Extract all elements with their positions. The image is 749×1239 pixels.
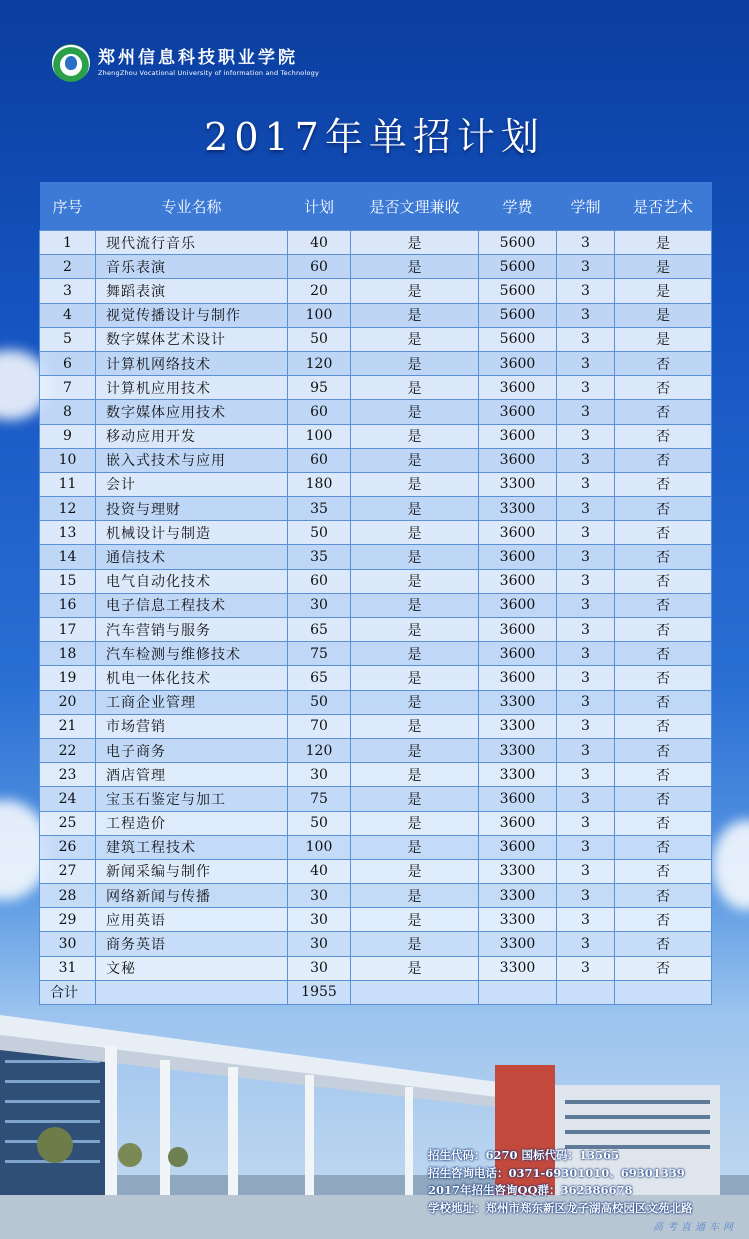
phone-numbers: 招生咨询电话：0371-69301010、69301339: [428, 1165, 685, 1180]
cell-arts-science: 是: [351, 231, 479, 255]
table-row: [40, 327, 712, 351]
total-blank: [96, 980, 288, 1004]
cell-major: 建筑工程技术: [96, 835, 288, 859]
cell-duration: 3: [557, 279, 615, 303]
cell-duration: 3: [557, 497, 615, 521]
cell-index: 28: [40, 884, 96, 908]
cell-is-art: 是: [615, 231, 712, 255]
cell-major: 移动应用开发: [96, 424, 288, 448]
cell-index: 30: [40, 932, 96, 956]
cell-arts-science: 是: [351, 787, 479, 811]
cell-plan: 50: [288, 327, 351, 351]
table-row: [40, 666, 712, 690]
cell-major: 宝玉石鉴定与加工: [96, 787, 288, 811]
cell-index: 9: [40, 424, 96, 448]
cell-duration: 3: [557, 545, 615, 569]
cell-tuition: 3300: [479, 763, 557, 787]
cell-index: 27: [40, 859, 96, 883]
cloud-right: [712, 820, 749, 910]
cell-index: 7: [40, 376, 96, 400]
cell-major: 舞蹈表演: [96, 279, 288, 303]
cell-major: 嵌入式技术与应用: [96, 448, 288, 472]
cell-index: 10: [40, 448, 96, 472]
cell-duration: 3: [557, 618, 615, 642]
cell-major: 电气自动化技术: [96, 569, 288, 593]
cell-arts-science: 是: [351, 908, 479, 932]
cell-is-art: 否: [615, 714, 712, 738]
cell-major: 数字媒体艺术设计: [96, 327, 288, 351]
cell-major: 视觉传播设计与制作: [96, 303, 288, 327]
cell-duration: 3: [557, 859, 615, 883]
cell-is-art: 否: [615, 376, 712, 400]
cell-duration: 3: [557, 521, 615, 545]
qq-group: 2017年招生咨询QQ群：362386678: [428, 1183, 633, 1197]
cell-plan: 75: [288, 642, 351, 666]
cell-is-art: 是: [615, 255, 712, 279]
total-blank: [479, 980, 557, 1004]
table-row: [40, 884, 712, 908]
cell-duration: 3: [557, 763, 615, 787]
cell-arts-science: 是: [351, 545, 479, 569]
table-row: [40, 569, 712, 593]
table-row: [40, 690, 712, 714]
cell-index: 31: [40, 956, 96, 980]
cell-tuition: 3300: [479, 714, 557, 738]
table-row: [40, 448, 712, 472]
cell-tuition: 3600: [479, 835, 557, 859]
cell-plan: 60: [288, 569, 351, 593]
cell-is-art: 否: [615, 593, 712, 617]
cell-index: 3: [40, 279, 96, 303]
cell-tuition: 3600: [479, 618, 557, 642]
cell-tuition: 5600: [479, 279, 557, 303]
table-row: [40, 932, 712, 956]
cell-is-art: 否: [615, 956, 712, 980]
cell-duration: 3: [557, 593, 615, 617]
cell-tuition: 5600: [479, 255, 557, 279]
cell-tuition: 3600: [479, 811, 557, 835]
cell-arts-science: 是: [351, 884, 479, 908]
cell-arts-science: 是: [351, 956, 479, 980]
cell-major: 计算机网络技术: [96, 351, 288, 375]
cell-is-art: 否: [615, 400, 712, 424]
table-row: [40, 593, 712, 617]
cell-tuition: 3300: [479, 497, 557, 521]
cell-plan: 60: [288, 400, 351, 424]
cell-tuition: 3300: [479, 859, 557, 883]
cell-is-art: 否: [615, 763, 712, 787]
table-row: [40, 255, 712, 279]
cell-plan: 30: [288, 763, 351, 787]
cell-is-art: 否: [615, 569, 712, 593]
cell-arts-science: 是: [351, 497, 479, 521]
cell-arts-science: 是: [351, 763, 479, 787]
cell-arts-science: 是: [351, 255, 479, 279]
cell-plan: 95: [288, 376, 351, 400]
cell-tuition: 3600: [479, 787, 557, 811]
cell-arts-science: 是: [351, 618, 479, 642]
cell-arts-science: 是: [351, 593, 479, 617]
cell-plan: 50: [288, 690, 351, 714]
cell-major: 文秘: [96, 956, 288, 980]
cell-tuition: 3300: [479, 884, 557, 908]
cell-plan: 40: [288, 859, 351, 883]
table-row: [40, 738, 712, 762]
header-is-art: 是否艺术: [615, 182, 712, 231]
table-row: [40, 376, 712, 400]
cell-plan: 35: [288, 497, 351, 521]
cell-is-art: 否: [615, 618, 712, 642]
cell-duration: 3: [557, 956, 615, 980]
cell-tuition: 3600: [479, 666, 557, 690]
cell-major: 新闻采编与制作: [96, 859, 288, 883]
cell-tuition: 5600: [479, 303, 557, 327]
cell-plan: 30: [288, 884, 351, 908]
cell-major: 汽车营销与服务: [96, 618, 288, 642]
enrollment-table: [39, 182, 711, 1005]
header-major: 专业名称: [96, 182, 288, 231]
cell-duration: 3: [557, 424, 615, 448]
cell-duration: 3: [557, 787, 615, 811]
cell-major: 机械设计与制造: [96, 521, 288, 545]
table-row: [40, 763, 712, 787]
cell-tuition: 3600: [479, 569, 557, 593]
cell-is-art: 否: [615, 545, 712, 569]
cell-major: 计算机应用技术: [96, 376, 288, 400]
cell-major: 会计: [96, 472, 288, 496]
cell-plan: 100: [288, 424, 351, 448]
cell-is-art: 是: [615, 303, 712, 327]
cell-plan: 50: [288, 521, 351, 545]
cell-is-art: 否: [615, 690, 712, 714]
cell-plan: 65: [288, 618, 351, 642]
cell-arts-science: 是: [351, 351, 479, 375]
cell-duration: 3: [557, 835, 615, 859]
school-name-cn: 郑州信息科技职业学院: [98, 48, 298, 68]
cell-duration: 3: [557, 714, 615, 738]
cell-tuition: 3600: [479, 545, 557, 569]
cell-arts-science: 是: [351, 738, 479, 762]
cell-index: 24: [40, 787, 96, 811]
table-row: [40, 400, 712, 424]
table-row: [40, 279, 712, 303]
cell-plan: 60: [288, 448, 351, 472]
cell-index: 14: [40, 545, 96, 569]
cell-duration: 3: [557, 884, 615, 908]
cell-arts-science: 是: [351, 642, 479, 666]
cell-index: 11: [40, 472, 96, 496]
cell-arts-science: 是: [351, 400, 479, 424]
page-title: 2017年单招计划: [204, 115, 545, 159]
cell-plan: 60: [288, 255, 351, 279]
cell-major: 商务英语: [96, 932, 288, 956]
cell-plan: 100: [288, 303, 351, 327]
table-row: [40, 351, 712, 375]
cell-plan: 70: [288, 714, 351, 738]
cell-tuition: 3600: [479, 521, 557, 545]
cell-arts-science: 是: [351, 327, 479, 351]
cell-arts-science: 是: [351, 835, 479, 859]
total-label: 合计: [40, 980, 96, 1004]
cell-plan: 30: [288, 908, 351, 932]
school-logo: [52, 44, 90, 82]
cell-duration: 3: [557, 811, 615, 835]
cell-index: 23: [40, 763, 96, 787]
total-value: 1955: [288, 980, 351, 1004]
cell-tuition: 3300: [479, 956, 557, 980]
cell-plan: 180: [288, 472, 351, 496]
cell-is-art: 否: [615, 787, 712, 811]
cell-plan: 100: [288, 835, 351, 859]
table-row: [40, 835, 712, 859]
cell-duration: 3: [557, 738, 615, 762]
cell-plan: 75: [288, 787, 351, 811]
cell-index: 25: [40, 811, 96, 835]
table-row: [40, 811, 712, 835]
cell-duration: 3: [557, 327, 615, 351]
cell-plan: 40: [288, 231, 351, 255]
cell-index: 29: [40, 908, 96, 932]
table-row: [40, 472, 712, 496]
contact-info: [428, 1147, 693, 1217]
table-row: [40, 908, 712, 932]
cell-arts-science: 是: [351, 303, 479, 327]
cell-duration: 3: [557, 908, 615, 932]
cell-arts-science: 是: [351, 714, 479, 738]
cell-index: 22: [40, 738, 96, 762]
cell-tuition: 3600: [479, 424, 557, 448]
cell-arts-science: 是: [351, 521, 479, 545]
cell-index: 20: [40, 690, 96, 714]
cell-duration: 3: [557, 690, 615, 714]
cell-arts-science: 是: [351, 376, 479, 400]
table-row: [40, 497, 712, 521]
cell-arts-science: 是: [351, 472, 479, 496]
cell-is-art: 否: [615, 472, 712, 496]
table-row: [40, 714, 712, 738]
cell-plan: 20: [288, 279, 351, 303]
cell-plan: 50: [288, 811, 351, 835]
cell-arts-science: 是: [351, 690, 479, 714]
cell-arts-science: 是: [351, 569, 479, 593]
cell-plan: 120: [288, 738, 351, 762]
cell-is-art: 否: [615, 738, 712, 762]
cell-major: 现代流行音乐: [96, 231, 288, 255]
cell-is-art: 否: [615, 811, 712, 835]
table-row: [40, 618, 712, 642]
cell-is-art: 否: [615, 448, 712, 472]
cell-tuition: 5600: [479, 327, 557, 351]
cell-major: 工程造价: [96, 811, 288, 835]
cell-arts-science: 是: [351, 811, 479, 835]
table-header-row: [40, 182, 712, 231]
cell-major: 投资与理财: [96, 497, 288, 521]
cell-tuition: 3600: [479, 642, 557, 666]
cell-is-art: 否: [615, 642, 712, 666]
cell-major: 工商企业管理: [96, 690, 288, 714]
cell-tuition: 3300: [479, 932, 557, 956]
watermark: 高考直通车网: [653, 1222, 737, 1233]
cell-index: 1: [40, 231, 96, 255]
cell-duration: 3: [557, 472, 615, 496]
school-address: 学校地址：郑州市郑东新区龙子湖高校园区文苑北路: [428, 1200, 693, 1215]
cell-index: 16: [40, 593, 96, 617]
cell-tuition: 3600: [479, 593, 557, 617]
cell-major: 酒店管理: [96, 763, 288, 787]
cell-tuition: 3300: [479, 472, 557, 496]
cell-index: 12: [40, 497, 96, 521]
table-row: [40, 545, 712, 569]
cell-duration: 3: [557, 666, 615, 690]
cell-plan: 35: [288, 545, 351, 569]
cell-plan: 30: [288, 593, 351, 617]
cell-duration: 3: [557, 351, 615, 375]
cell-duration: 3: [557, 569, 615, 593]
cell-plan: 65: [288, 666, 351, 690]
enrollment-code: 招生代码：6270 国标代码：13565: [428, 1148, 620, 1162]
cell-index: 17: [40, 618, 96, 642]
cell-major: 市场营销: [96, 714, 288, 738]
cell-major: 汽车检测与维修技术: [96, 642, 288, 666]
cell-duration: 3: [557, 932, 615, 956]
cell-duration: 3: [557, 376, 615, 400]
table-row: [40, 642, 712, 666]
cell-arts-science: 是: [351, 666, 479, 690]
header-arts-science: 是否文理兼收: [351, 182, 479, 231]
cell-plan: 120: [288, 351, 351, 375]
cell-is-art: 是: [615, 279, 712, 303]
cell-is-art: 否: [615, 859, 712, 883]
cell-arts-science: 是: [351, 279, 479, 303]
cell-is-art: 否: [615, 351, 712, 375]
table-row: [40, 424, 712, 448]
cell-arts-science: 是: [351, 932, 479, 956]
cell-index: 15: [40, 569, 96, 593]
cell-duration: 3: [557, 255, 615, 279]
cell-major: 应用英语: [96, 908, 288, 932]
cell-is-art: 否: [615, 884, 712, 908]
cell-tuition: 3600: [479, 351, 557, 375]
cell-major: 机电一体化技术: [96, 666, 288, 690]
cell-duration: 3: [557, 642, 615, 666]
school-header: [52, 44, 319, 82]
cell-is-art: 否: [615, 424, 712, 448]
header-duration: 学制: [557, 182, 615, 231]
cell-duration: 3: [557, 303, 615, 327]
cell-index: 19: [40, 666, 96, 690]
cell-major: 通信技术: [96, 545, 288, 569]
header-index: 序号: [40, 182, 96, 231]
total-blank: [557, 980, 615, 1004]
cell-tuition: 3300: [479, 908, 557, 932]
cell-tuition: 3600: [479, 448, 557, 472]
cell-index: 26: [40, 835, 96, 859]
header-plan: 计划: [288, 182, 351, 231]
cell-tuition: 3300: [479, 690, 557, 714]
cell-is-art: 是: [615, 327, 712, 351]
cell-tuition: 3600: [479, 400, 557, 424]
cell-index: 13: [40, 521, 96, 545]
cell-duration: 3: [557, 400, 615, 424]
cell-index: 5: [40, 327, 96, 351]
cell-tuition: 5600: [479, 231, 557, 255]
cell-is-art: 否: [615, 908, 712, 932]
total-blank: [615, 980, 712, 1004]
total-row: [40, 980, 712, 1004]
total-blank: [351, 980, 479, 1004]
cell-index: 4: [40, 303, 96, 327]
cell-arts-science: 是: [351, 424, 479, 448]
cell-plan: 30: [288, 932, 351, 956]
table-row: [40, 859, 712, 883]
cell-index: 18: [40, 642, 96, 666]
table-row: [40, 521, 712, 545]
cell-major: 电子商务: [96, 738, 288, 762]
table-row: [40, 231, 712, 255]
school-name-en: ZhengZhou Vocational University of information and Technology: [98, 69, 320, 77]
cell-is-art: 否: [615, 835, 712, 859]
cell-arts-science: 是: [351, 448, 479, 472]
cell-index: 8: [40, 400, 96, 424]
cell-major: 数字媒体应用技术: [96, 400, 288, 424]
cell-index: 21: [40, 714, 96, 738]
cell-duration: 3: [557, 231, 615, 255]
cell-is-art: 否: [615, 666, 712, 690]
table-row: [40, 787, 712, 811]
table-row: [40, 956, 712, 980]
cell-major: 电子信息工程技术: [96, 593, 288, 617]
cell-arts-science: 是: [351, 859, 479, 883]
cell-duration: 3: [557, 448, 615, 472]
cell-major: 网络新闻与传播: [96, 884, 288, 908]
cell-tuition: 3600: [479, 376, 557, 400]
cell-major: 音乐表演: [96, 255, 288, 279]
cell-index: 2: [40, 255, 96, 279]
cell-is-art: 否: [615, 521, 712, 545]
table-row: [40, 303, 712, 327]
cell-tuition: 3300: [479, 738, 557, 762]
cell-is-art: 否: [615, 497, 712, 521]
cell-is-art: 否: [615, 932, 712, 956]
cell-index: 6: [40, 351, 96, 375]
cell-plan: 30: [288, 956, 351, 980]
header-tuition: 学费: [479, 182, 557, 231]
